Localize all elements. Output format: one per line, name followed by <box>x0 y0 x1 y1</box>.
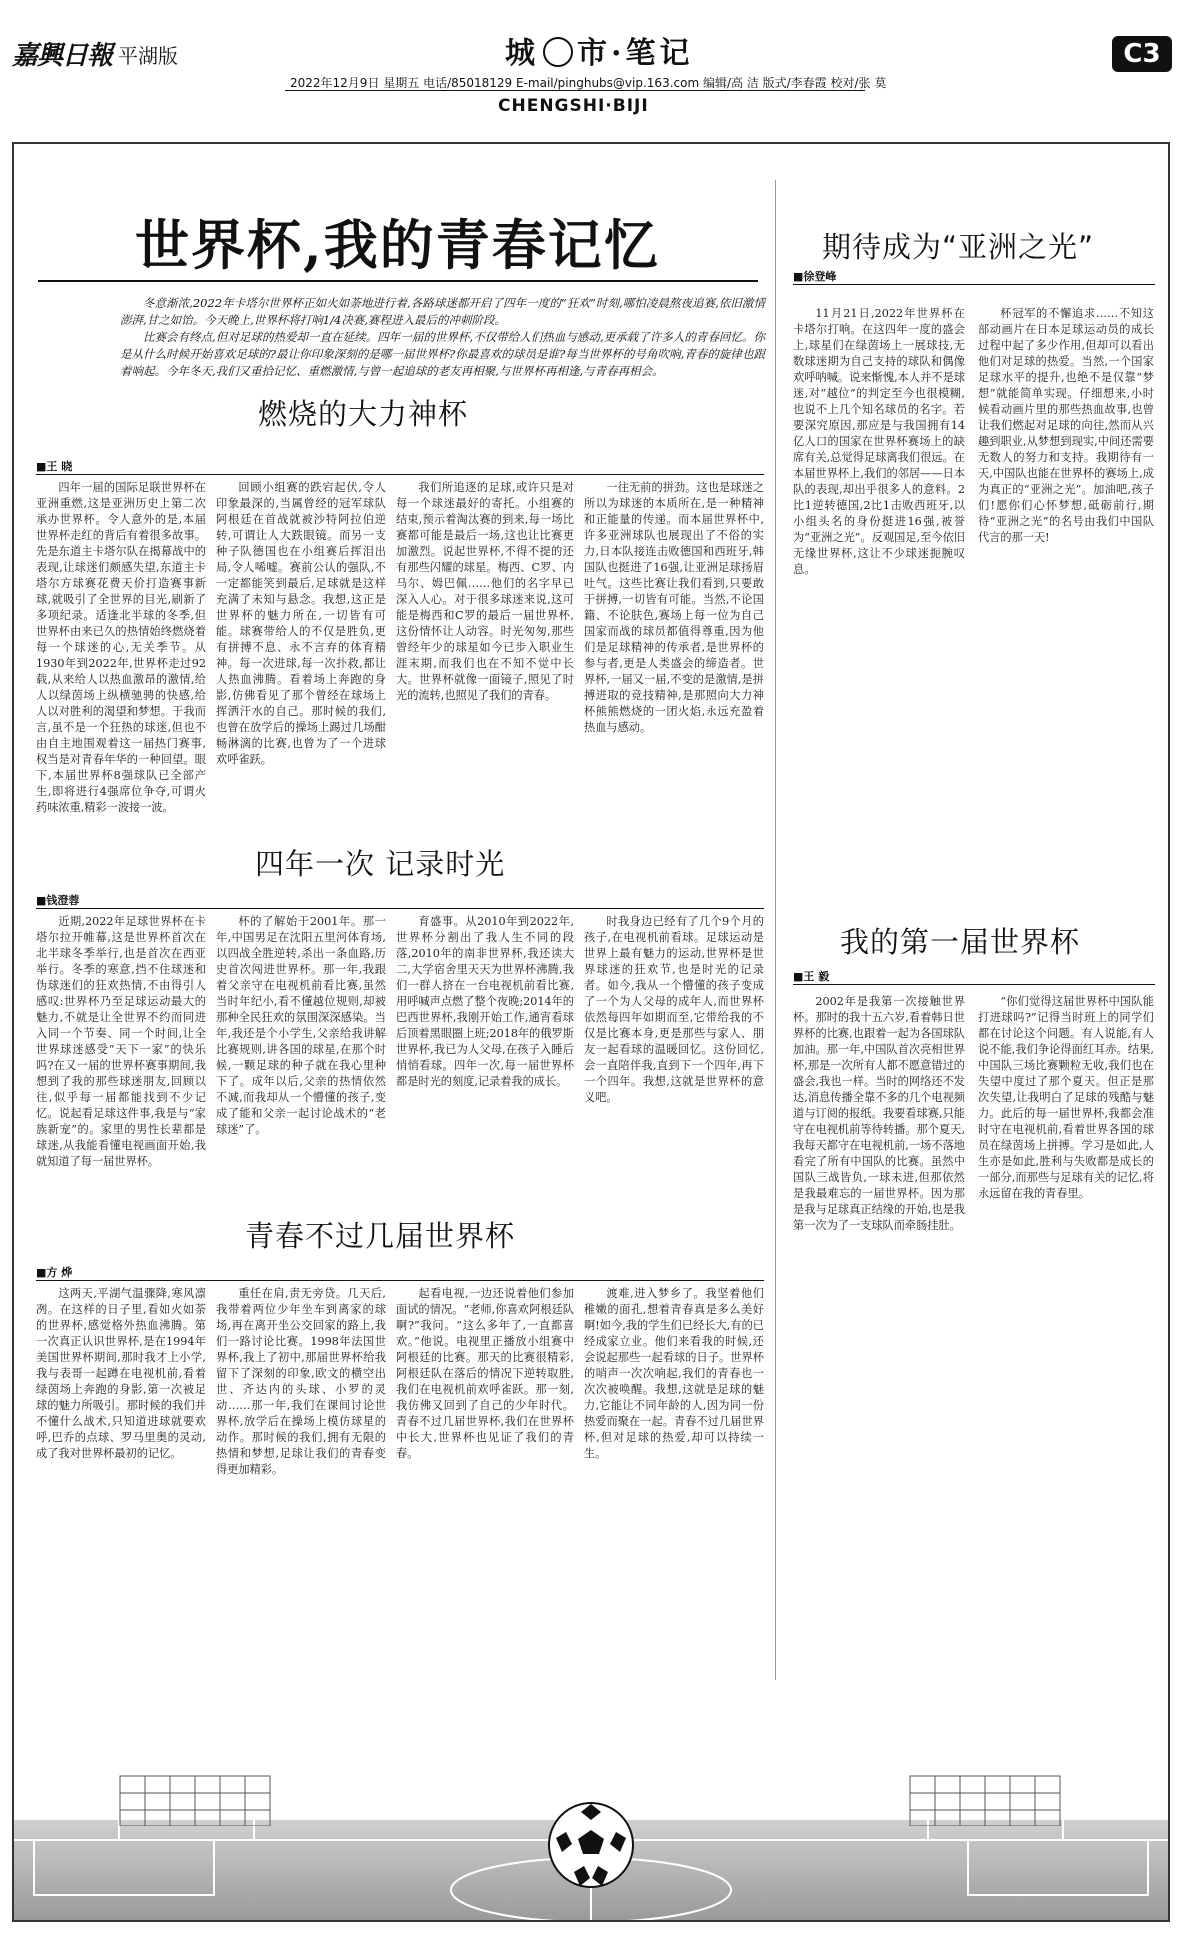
article-title: 青春不过几届世界杯 <box>245 1219 516 1253</box>
byline-rule <box>793 984 1155 985</box>
intro-paragraph: 比赛会有终点,但对足球的热爱却一直在延续。四年一届的世界杯,不仅带给人们热血与感动,更承载了许多人的青春回忆。你是从什么时候开始喜欢足球的?最让你印象深刻的是哪一届世界杯?你最喜欢的球员是谁?每当世界杯的号角吹响,青春的旋律也跟着响起。今年冬天,我们又重拾记忆、重燃激情,与曾一起追球的老友再相聚,与世界杯再相逢,与青春再相会。 <box>120 330 765 378</box>
article-column <box>978 306 1154 906</box>
article-paragraph: 回顾小组赛的跌宕起伏,令人印象最深的,当属曾经的冠军球队阿根廷在首战就被沙特阿拉伯逆转,可谓让人大跌眼镜。而另一支种子队德国也在小组赛后挥泪出局,令人唏嘘。赛前公认的强队,不一定都能笑到最后,足球就是这样充满了未知与悬念。我想,这正是世界杯的魅力所在,一切皆有可能。球赛带给人的不仅是胜负,更有拼搏不息、永不言弃的体育精神。每一次进球,每一次扑救,都让人热血沸腾。看着场上奔跑的身影,仿佛看见了那个曾经在球场上挥洒汗水的自己。那时候的我们,也曾在放学后的操场上踢过几场酣畅淋漓的比赛,也曾为了一个进球欢呼雀跃。 <box>216 481 386 766</box>
article-paragraph: 这两天,平湖气温骤降,寒风凛冽。在这样的日子里,看如火如荼的世界杯,感觉格外热血沸腾。第一次真正认识世界杯,是在1994年美国世界杯期间,那时我才上小学,我与表哥一起蹲在电视机前,看着绿茵场上奔跑的身影,第一次被足球的魅力所吸引。那时候的我们并不懂什么战术,只知道进球就要欢呼,巴乔的点球、罗马里奥的灵动,成了我对世界杯最初的记忆。 <box>36 1287 206 1460</box>
byline-rule <box>36 474 764 475</box>
article-column <box>584 480 764 820</box>
section-pinyin: CHENGSHI·BIJI <box>498 96 649 116</box>
article-paragraph: 育盛事。从2010年到2022年,世界杯分割出了我人生不同的段落,2010年的南非世界杯,我还读大二,大学宿舍里天天为世界杯沸腾,我们一群人挤在一台电视机前看比赛,用呼喊声点燃了整个夜晚;2014年的巴西世界杯,我刚开始工作,通宵看球后顶着黑眼圈上班;2018年的俄罗斯世界杯,我已为人父母,在孩子入睡后悄悄看球。四年一次,每一届世界杯都是时光的刻度,记录着我的成长。 <box>396 915 574 1088</box>
article-paragraph: 近期,2022年足球世界杯在卡塔尔拉开帷幕,这是世界杯首次在北半球冬季举行,也是首次在西亚举行。冬季的寒意,挡不住球迷和伪球迷们的狂欢热情,不由得引人感叹:世界杯乃至足球运动最大的魅力,不就是让全世界不约而同进入同一个节奏、同一个时间,让全世界球迷感受“天下一家”的快乐吗?在又一届的世界杯赛事期间,我想到了我的那些球迷朋友,回顾以往,似乎每一届都能找到不少记忆。说起看足球这件事,我是与“家族新宠”的。家里的男性长辈都是球迷,从我能看懂电视画面开始,我就知道了每一届世界杯。 <box>36 915 206 1168</box>
article-column <box>396 914 574 1182</box>
article-paragraph: 杯冠军的不懈追求……不知这部动画片在日本足球运动员的成长过程中起了多少作用,但却可以看出他们对足球的热爱。当然,一个国家足球水平的提升,也绝不是仅靠“梦想”就能简单实现。仔细想来,小时候看动画片里的那些热血故事,也曾让我们燃起对足球的向往,然而从兴趣到职业,从梦想到现实,中间还需要无数人的努力和支持。我期待有一天,中国队也能在世界杯的赛场上,成为真正的“亚洲之光”。加油吧,孩子们!愿你们心怀梦想,砥砺前行,期待“亚洲之光”的名号由我们中国队代言的那一天! <box>978 307 1154 544</box>
article-column <box>216 1286 386 1786</box>
column-divider <box>775 180 776 1680</box>
byline: ■钱澄蓉 <box>36 894 80 907</box>
page-number: C3 <box>1112 36 1172 72</box>
soccer-ball-icon <box>546 1800 636 1890</box>
section-title-left: 城 <box>505 36 539 71</box>
article-paragraph: 时我身边已经有了几个9个月的孩子,在电视机前看球。足球运动是世界上最有魅力的运动,世界杯是世界球迷的狂欢节,也是时光的记录者。如今,我从一个懵懂的孩子变成了一个为人父母的成年人,而世界杯依然每四年如期而至,它带给我的不仅是比赛本身,更是那些与家人、朋友一起看球的温暖回忆。这份回忆,会一直陪伴我,直到下一个四年,再下一个四年。我想,这就是世界杯的意义吧。 <box>584 915 764 1104</box>
page-title: 世界杯,我的青春记忆 <box>135 213 660 277</box>
article-paragraph: “你们觉得这届世界杯中国队能打进球吗?”记得当时班上的同学们都在讨论这个问题。有人说能,有人说不能,我们争论得面红耳赤。结果,中国队三场比赛颗粒无收,我们也在失望中度过了那个夏天。但正是那次失望,让我明白了足球的残酷与魅力。此后的每一届世界杯,我都会准时守在电视机前,看着世界各国的球员在绿茵场上拼搏。学习是如此,人生亦是如此,胜利与失败都是成长的一部分,而那些与足球有关的记忆,将永远留在我的青春里。 <box>978 995 1154 1200</box>
article-paragraph: 一往无前的拼劲。这也是球迷之所以为球迷的本质所在,是一种精神和正能量的传递。而本届世界杯中,许多亚洲球队也展现出了不俗的实力,日本队接连击败德国和西班牙,韩国队也挺进了16强,让亚洲足球扬眉吐气。这些比赛让我们看到,只要敢于拼搏,一切皆有可能。当然,不论国籍、不论肤色,赛场上每一位为自己国家而战的球员都值得尊重,因为他们是足球精神的传承者,是世界杯的参与者,更是人类盛会的缔造者。世界杯,一届又一届,不变的是激情,是拼搏进取的竞技精神,是那照向大力神杯熊熊燃烧的一团火焰,永远充盈着热血与感动。 <box>584 481 764 734</box>
newspaper-logo: 嘉興日報 <box>12 41 113 71</box>
article-column <box>216 914 386 1182</box>
article-title: 期待成为“亚洲之光” <box>822 230 1095 264</box>
date-line: 2022年12月9日 星期五 电话/85018129 E-mail/pinghubs@vip.163.com 编辑/高 洁 版式/李春霞 校对/张 莫 <box>290 76 887 90</box>
globe-icon <box>543 37 573 67</box>
article-paragraph: 起看电视,一边还说着他们参加面试的情况。“老师,你喜欢阿根廷队啊?”我问。“这么多年了,一直都喜欢。”他说。电视里正播放小组赛中阿根廷的比赛。那天的比赛很精彩,阿根廷队在落后的情况下逆转取胜,我们在电视机前欢呼雀跃。那一刻,我仿佛又回到了自己的少年时代。青春不过几届世界杯,我们在世界杯中长大,世界杯也见证了我们的青春。 <box>396 1287 574 1460</box>
byline-rule <box>793 284 1155 285</box>
byline: ■方 烨 <box>36 1266 73 1279</box>
byline-rule <box>36 1280 764 1281</box>
byline: ■王 毅 <box>793 970 830 983</box>
article-paragraph: 杯的了解始于2001年。那一年,中国男足在沈阳五里河体育场,以四战全胜逆转,杀出一条血路,历史首次闯进世界杯。那一年,我跟着父亲守在电视机前看比赛,虽然当时年纪小,看不懂越位规则,却被那种全民狂欢的氛围深深感染。当年,我还是个小学生,父亲给我讲解比赛规则,讲各国的球星,在那个时候,一颗足球的种子就在我心里种下了。成年以后,父亲的热情依然不减,而我却从一个懵懂的孩子,变成了能和父亲一起讨论战术的“老球迷”了。 <box>216 915 386 1136</box>
article-paragraph: 2002年是我第一次接触世界杯。那时的我十五六岁,看着韩日世界杯的比赛,也跟着一起为各国球队加油。那一年,中国队首次亮相世界杯,那是一次所有人都不愿意错过的盛会,我也一样。当时的网络还不发达,消息传播全靠不多的几个电视频道与订阅的报纸。我要看球赛,只能守在电视机前等待转播。那个夏天,我每天都守在电视机前,一场不落地看完了所有中国队的比赛。虽然中国队三战皆负,一球未进,但那依然是我最难忘的一届世界杯。因为那是我与足球真正结缘的开始,也是我第一次为了一支球队而牵肠挂肚。 <box>793 995 965 1232</box>
article-title: 我的第一届世界杯 <box>840 925 1081 959</box>
intro-text <box>120 295 765 380</box>
masthead <box>0 0 1182 120</box>
article-column <box>36 1286 206 1786</box>
article-column <box>36 480 206 820</box>
article-column <box>978 994 1154 1784</box>
byline: ■徐登峰 <box>793 270 837 283</box>
article-title: 四年一次 记录时光 <box>255 847 506 881</box>
section-title-right: 市 <box>577 36 611 71</box>
article-paragraph: 四年一届的国际足联世界杯在亚洲重燃,这是亚洲历史上第二次承办世界杯。令人意外的是,本届世界杯走红的背后有着很多故事。先是东道主卡塔尔队在揭幕战中的表现,让球迷们颇感失望,东道主卡塔尔方球赛花费天价打造赛事新球,就吸引了全世界的目光,刷新了多项纪录。适逢北半球的冬季,但世界杯由来已久的热情始终燃烧着每一个球迷的心,无关季节。从1930年到2022年,世界杯走过92载,从来给人以热血激昂的激情,给人以绿茵场上纵横驰骋的快感,给人以对胜利的渴望和梦想。于我而言,虽不是一个狂热的球迷,但也不由自主地围观着这一届热门赛事,权当是对青春年华的一种回望。眼下,本届世界杯8强球队已全部产生,即将进行4强席位争夺,可谓火药味浓重,精彩一波接一波。 <box>36 481 206 814</box>
article-paragraph: 我们所追逐的足球,或许只是对每一个球迷最好的寄托。小组赛的结束,预示着淘汰赛的到来,每一场比赛都可能是最后一场,这也让比赛更加激烈。说起世界杯,不得不提的还有那些闪耀的球星。梅西、C罗、内马尔、姆巴佩……他们的名字早已深入人心。对于很多球迷来说,这可能是梅西和C罗的最后一届世界杯,这份情怀让人动容。时光匆匆,那些曾经年少的球星如今已步入职业生涯末期,而我们也在不知不觉中长大。世界杯就像一面镜子,照见了时光的流转,也照见了我们的青春。 <box>396 481 574 702</box>
article-column <box>216 480 386 820</box>
article-title: 燃烧的大力神杯 <box>258 397 469 431</box>
section-title-mid: · <box>611 36 626 71</box>
article-column <box>793 306 965 906</box>
article-column <box>396 1286 574 1786</box>
masthead-rule <box>285 90 865 91</box>
section-title-end: 笔记 <box>625 36 694 71</box>
article-column <box>36 914 206 1182</box>
article-column <box>396 480 574 820</box>
title-rule <box>38 280 758 282</box>
article-column <box>584 914 764 1182</box>
article-column <box>793 994 965 1784</box>
edition-label: 平湖版 <box>118 44 178 68</box>
article-paragraph: 11月21日,2022年世界杯在卡塔尔打响。在这四年一度的盛会上,球星们在绿茵场上一展球技,无数球迷期为自己支持的球队和偶像欢呼呐喊。说来惭愧,本人并不是球迷,对“越位”的判定至今也很模糊,也说不上几个知名球员的名字。若要深究原因,那应是与我国拥有14亿人口的国家在世界杯赛场上的缺席有关,总觉得足球离我们很远。在本届世界杯上,我们的邻居——日本队的表现,却出乎很多人的意料。2比1逆转德国,2比1击败西班牙,以小组头名的身份挺进16强,被誉为“亚洲之光”。反观国足,至今依旧无缘世界杯,这让不少球迷扼腕叹息。 <box>793 307 965 576</box>
byline: ■王 晓 <box>36 460 73 473</box>
byline-rule <box>36 908 764 909</box>
intro-paragraph: 冬意渐浓,2022年卡塔尔世界杯正如火如荼地进行着,各路球迷都开启了四年一度的“狂欢”时刻,哪怕凌晨熬夜追赛,依旧激情澎湃,甘之如饴。今天晚上,世界杯将打响1/4决赛,赛程进入最后的冲刺阶段。 <box>120 296 765 327</box>
article-paragraph: 渡难,进入梦乡了。我坚着他们稚嫩的面孔,想着青春真是多么美好啊!如今,我的学生们已经长大,有的已经成家立业。他们来看我的时候,还会说起那些一起看球的日子。世界杯的哨声一次次响起,我们的青春也一次次被唤醒。我想,这就是足球的魅力,它能让不同年龄的人,因为同一份热爱而聚在一起。青春不过几届世界杯,但对足球的热爱,却可以持续一生。 <box>584 1287 764 1460</box>
section-title <box>505 28 693 72</box>
article-paragraph: 重任在肩,责无旁贷。几天后,我带着两位少年坐车到离家的球场,再在离开坐公交回家的路上,我们一路讨论比赛。1998年法国世界杯,我上了初中,那届世界杯给我留下了深刻的印象,欧文的横空出世、齐达内的头球、小罗的灵动……那一年,我们在课间讨论世界杯,放学后在操场上模仿球星的动作。那时候的我们,拥有无限的热情和梦想,足球让我们的青春变得更加精彩。 <box>216 1287 386 1476</box>
article-column <box>584 1286 764 1786</box>
